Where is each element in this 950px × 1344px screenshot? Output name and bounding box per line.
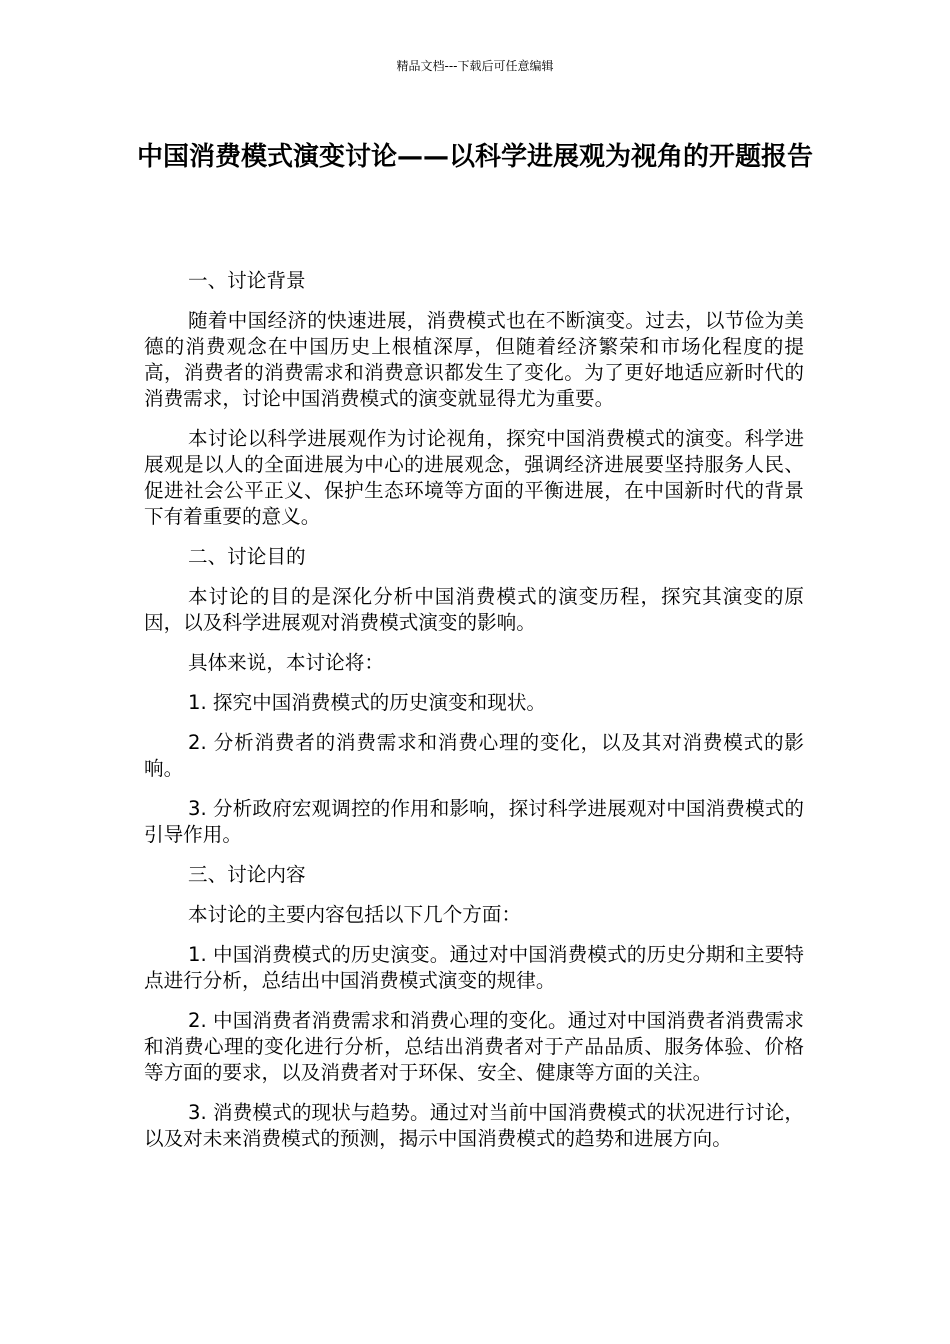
list-item: 1. 中国消费模式的历史演变。通过对中国消费模式的历史分期和主要特点进行分析，总结出中国消费模式演变的规律。	[144, 943, 804, 992]
section-heading-content: 三、讨论内容	[188, 863, 306, 886]
section-heading-purpose: 二、讨论目的	[188, 545, 306, 568]
paragraph: 本讨论的目的是深化分析中国消费模式的演变历程，探究其演变的原因，以及科学进展观对消费模式演变的影响。	[144, 585, 804, 634]
list-item: 1. 探究中国消费模式的历史演变和现状。	[188, 691, 547, 714]
list-item: 3. 分析政府宏观调控的作用和影响，探讨科学进展观对中国消费模式的引导作用。	[144, 797, 804, 846]
document-body	[144, 268, 804, 1166]
list-item: 2. 中国消费者消费需求和消费心理的变化。通过对中国消费者消费需求和消费心理的变化进行分析，总结出消费者对于产品品质、服务体验、价格等方面的要求，以及消费者对于环保、安全、健康等方面的关注。	[144, 1009, 804, 1084]
paragraph: 具体来说，本讨论将：	[188, 651, 384, 674]
list-item: 3. 消费模式的现状与趋势。通过对当前中国消费模式的状况进行讨论，以及对未来消费模式的预测，揭示中国消费模式的趋势和进展方向。	[144, 1101, 804, 1150]
paragraph: 本讨论以科学进展观作为讨论视角，探究中国消费模式的演变。科学进展观是以人的全面进展为中心的进展观念，强调经济进展要坚持服务人民、促进社会公平正义、保护生态环境等方面的平衡进展，在中国新时代的背景下有着重要的意义。	[144, 427, 804, 528]
document-title: 中国消费模式演变讨论——以科学进展观为视角的开题报告	[136, 142, 813, 172]
paragraph: 随着中国经济的快速进展，消费模式也在不断演变。过去，以节俭为美德的消费观念在中国历史上根植深厚，但随着经济繁荣和市场化程度的提高，消费者的消费需求和消费意识都发生了变化。为了更好地适应新时代的消费需求，讨论中国消费模式的演变就显得尤为重要。	[144, 309, 804, 410]
paragraph: 本讨论的主要内容包括以下几个方面：	[188, 903, 522, 926]
list-item: 2. 分析消费者的消费需求和消费心理的变化，以及其对消费模式的影响。	[144, 731, 804, 780]
header-note: 精品文档---下载后可任意编辑	[396, 59, 554, 73]
section-heading-background: 一、讨论背景	[188, 269, 306, 292]
